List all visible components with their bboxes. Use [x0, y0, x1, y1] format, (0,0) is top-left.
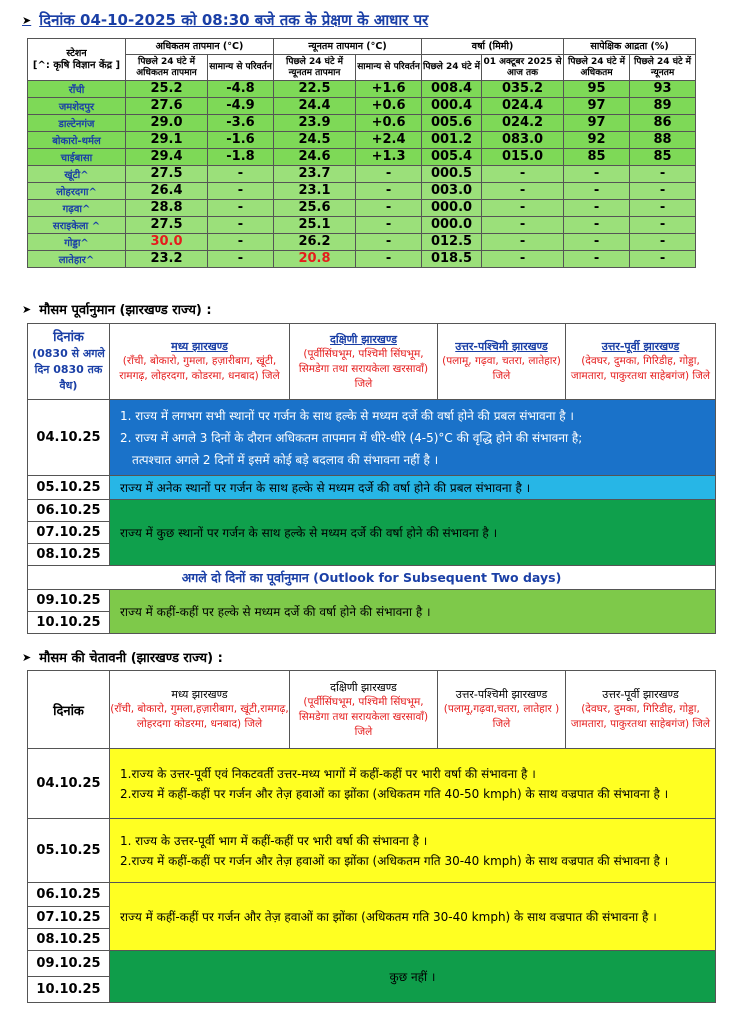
station-value: 22.5 — [274, 81, 356, 98]
station-row — [28, 115, 696, 132]
station-header: स्टेशन [^: कृषि विज्ञान केंद्र ] — [28, 39, 126, 81]
station-value: - — [482, 166, 564, 183]
sub-max-departure: सामान्य से परिवर्तन — [208, 55, 274, 81]
sub-max: पिछले 24 घंटे में अधिकतम तापमान — [126, 55, 208, 81]
warning-date-5: 08.10.25 — [28, 929, 110, 951]
station-value: - — [482, 234, 564, 251]
station-value: 97 — [564, 98, 630, 115]
station-value: +1.6 — [356, 81, 422, 98]
station-value: 001.2 — [422, 132, 482, 149]
station-value: 000.4 — [422, 98, 482, 115]
station-value: - — [482, 183, 564, 200]
warning-text-2: 1. राज्य के उत्तर-पूर्वी भाग में कहीं-कहीं पर भारी वर्षा की संभावना है । 2.राज्य में कहीं-कहीं पर गर्जन और तेज़ हवाओं का झोंका (अधिकतम गति 30-40 kmph) के साथ वज्रपात की संभावना है । — [110, 819, 716, 883]
station-name: खूंटी^ — [28, 166, 126, 183]
station-row — [28, 200, 696, 217]
station-row — [28, 98, 696, 115]
observation-table — [27, 38, 696, 268]
station-value: -1.6 — [208, 132, 274, 149]
station-value: 93 — [630, 81, 696, 98]
station-value: 30.0 — [126, 234, 208, 251]
station-value: 24.5 — [274, 132, 356, 149]
station-value: 23.2 — [126, 251, 208, 268]
station-value: 012.5 — [422, 234, 482, 251]
station-value: 015.0 — [482, 149, 564, 166]
forecast-date-5: 08.10.25 — [28, 544, 110, 566]
warning-table — [27, 670, 716, 1003]
forecast-date-7: 10.10.25 — [28, 612, 110, 634]
station-value: - — [564, 166, 630, 183]
station-value: 23.1 — [274, 183, 356, 200]
station-value: - — [208, 251, 274, 268]
station-name: राँची — [28, 81, 126, 98]
warning-text-345: राज्य में कहीं-कहीं पर गर्जन और तेज़ हवाओं का झोंका (अधिकतम गति 30-40 kmph) के साथ वज्रपात की संभावना है । — [110, 883, 716, 951]
station-name: डाल्टेनगंज — [28, 115, 126, 132]
station-name: जमशेदपुर — [28, 98, 126, 115]
station-value: 20.8 — [274, 251, 356, 268]
forecast-date-header: दिनांक (0830 से अगले दिन 0830 तक वैध) — [28, 324, 110, 400]
station-name: सराइकेला ^ — [28, 217, 126, 234]
station-value: 97 — [564, 115, 630, 132]
station-value: - — [356, 234, 422, 251]
station-value: -3.6 — [208, 115, 274, 132]
forecast-region-northeast: उत्तर-पूर्वी झारखण्ड (देवघर, दुमका, गिरिडीह, गोड्डा, जामतारा, पाकुरतथा साहेबगंज) जिले — [566, 324, 716, 400]
sub-min-departure: सामान्य से परिवर्तन — [356, 55, 422, 81]
sub-min: पिछले 24 घंटे में न्यूनतम तापमान — [274, 55, 356, 81]
forecast-date-1: 04.10.25 — [28, 400, 110, 476]
min-temp-header: न्यूनतम तापमान (°C) — [274, 39, 422, 55]
station-value: 28.8 — [126, 200, 208, 217]
station-value: 27.5 — [126, 217, 208, 234]
station-value: 85 — [564, 149, 630, 166]
station-value: - — [630, 183, 696, 200]
warning-region-northeast: उत्तर-पूर्वी झारखण्ड (देवघर, दुमका, गिरिडीह, गोड्डा, जामतारा, पाकुरतथा साहेबगंज) जिले — [566, 671, 716, 749]
station-value: - — [630, 217, 696, 234]
station-row — [28, 217, 696, 234]
forecast-table — [27, 323, 716, 634]
forecast-text-345: राज्य में कुछ स्थानों पर गर्जन के साथ हल्के से मध्यम दर्जे की वर्षा होने की संभावना है । — [110, 500, 716, 566]
station-value: - — [356, 200, 422, 217]
station-name: लातेहार^ — [28, 251, 126, 268]
warning-date-1: 04.10.25 — [28, 749, 110, 819]
station-row — [28, 251, 696, 268]
station-value: +0.6 — [356, 98, 422, 115]
forecast-text-67: राज्य में कहीं-कहीं पर हल्के से मध्यम दर्जे की वर्षा होने की संभावना है । — [110, 590, 716, 634]
forecast-heading — [22, 300, 212, 318]
station-value: 29.1 — [126, 132, 208, 149]
sub-rh-min: पिछले 24 घंटे में न्यूनतम — [630, 55, 696, 81]
station-value: - — [482, 200, 564, 217]
warning-region-central: मध्य झारखण्ड (राँची, बोकारो, गुमला,हज़ारीबाग, खूंटी,रामगढ़, लोहरदगा कोडरमा, धनबाद) जिले — [110, 671, 290, 749]
warning-date-4: 07.10.25 — [28, 907, 110, 929]
station-value: 88 — [630, 132, 696, 149]
station-value: 000.5 — [422, 166, 482, 183]
station-value: 000.0 — [422, 200, 482, 217]
warning-heading — [22, 648, 223, 666]
station-value: - — [630, 200, 696, 217]
station-value: - — [630, 251, 696, 268]
station-value: - — [564, 200, 630, 217]
station-value: +2.4 — [356, 132, 422, 149]
observation-rows — [28, 81, 696, 268]
station-value: -1.8 — [208, 149, 274, 166]
station-row — [28, 149, 696, 166]
warning-date-3: 06.10.25 — [28, 883, 110, 907]
station-value: 005.6 — [422, 115, 482, 132]
sub-rh-max: पिछले 24 घंटे में अधिकतम — [564, 55, 630, 81]
forecast-heading-text: मौसम पूर्वानुमान (झारखण्ड राज्य) : — [39, 303, 212, 318]
station-row — [28, 81, 696, 98]
station-value: - — [630, 166, 696, 183]
station-value: 29.4 — [126, 149, 208, 166]
station-value: 26.2 — [274, 234, 356, 251]
station-row — [28, 166, 696, 183]
forecast-region-south: दक्षिणी झारखण्ड (पूर्वीसिंघभूम, पश्चिमी सिंघभूम, सिमडेगा तथा सरायकेला खरसावाँ) जिले — [290, 324, 438, 400]
station-value: - — [208, 217, 274, 234]
station-value: 23.7 — [274, 166, 356, 183]
station-value: 86 — [630, 115, 696, 132]
station-value: - — [564, 183, 630, 200]
observation-heading — [22, 10, 428, 30]
station-name: बोकारो-थर्मल — [28, 132, 126, 149]
station-value: 083.0 — [482, 132, 564, 149]
station-row — [28, 234, 696, 251]
station-name: गोड्डा^ — [28, 234, 126, 251]
station-value: - — [564, 217, 630, 234]
sub-rain-since: 01 अक्टूबर 2025 से आज तक — [482, 55, 564, 81]
warning-region-northwest: उत्तर-पश्चिमी झारखण्ड (पलामू,गढ़वा,चतरा, लातेहार ) जिले — [438, 671, 566, 749]
warning-region-south: दक्षिणी झारखण्ड (पूर्वीसिंघभूम, पश्चिमी सिंघभूम, सिमडेगा तथा सरायकेला खरसावाँ) जिले — [290, 671, 438, 749]
station-value: - — [564, 251, 630, 268]
station-value: 85 — [630, 149, 696, 166]
station-name: चाईबासा — [28, 149, 126, 166]
station-value: - — [208, 234, 274, 251]
station-value: - — [208, 183, 274, 200]
station-value: 92 — [564, 132, 630, 149]
outlook-header: अगले दो दिनों का पूर्वानुमान (Outlook for Subsequent Two days) — [28, 566, 716, 590]
station-value: 000.0 — [422, 217, 482, 234]
station-value: -4.9 — [208, 98, 274, 115]
station-value: +0.6 — [356, 115, 422, 132]
station-value: 24.6 — [274, 149, 356, 166]
arrow-icon: ➤ — [22, 650, 32, 664]
warning-date-6: 09.10.25 — [28, 951, 110, 977]
station-value: 005.4 — [422, 149, 482, 166]
station-value: -4.8 — [208, 81, 274, 98]
station-value: 89 — [630, 98, 696, 115]
station-value: 25.2 — [126, 81, 208, 98]
station-row — [28, 132, 696, 149]
forecast-date-6: 09.10.25 — [28, 590, 110, 612]
station-value: - — [564, 234, 630, 251]
warning-text-67: कुछ नहीं । — [110, 951, 716, 1003]
station-name: गढ़वा^ — [28, 200, 126, 217]
station-value: 018.5 — [422, 251, 482, 268]
arrow-icon: ➤ — [22, 13, 32, 27]
forecast-text-1: 1. राज्य में लगभग सभी स्थानों पर गर्जन के साथ हल्के से मध्यम दर्जे की वर्षा होने की प्रबल संभावना है । 2. राज्य में अगले 3 दिनों के दौरान अधिकतम तापमान में धीरे-धीरे (4-5)°C की वृद्धि होने की संभावना है; तत्पश्चात अगले 2 दिनों में इसमें कोई बड़े बदलाव की संभावना नहीं है । — [110, 400, 716, 476]
station-value: 024.2 — [482, 115, 564, 132]
station-value: 25.1 — [274, 217, 356, 234]
station-name: लोहरदगा^ — [28, 183, 126, 200]
station-value: - — [356, 217, 422, 234]
forecast-region-central: मध्य झारखण्ड (राँची, बोकारो, गुमला, हज़ारीबाग, खूंटी, रामगढ़, लोहरदगा, कोडरमा, धनबाद) जिले — [110, 324, 290, 400]
warning-date-2: 05.10.25 — [28, 819, 110, 883]
max-temp-header: अधिकतम तापमान (°C) — [126, 39, 274, 55]
station-value: 23.9 — [274, 115, 356, 132]
station-value: - — [630, 234, 696, 251]
humidity-header: सापेक्षिक आद्रता (%) — [564, 39, 696, 55]
station-value: 003.0 — [422, 183, 482, 200]
observation-heading-text: दिनांक 04-10-2025 को 08:30 बजे तक के प्रेक्षण के आधार पर — [39, 11, 429, 29]
station-value: - — [208, 200, 274, 217]
rainfall-header: वर्षा (मिमी) — [422, 39, 564, 55]
station-value: 25.6 — [274, 200, 356, 217]
station-value: - — [356, 166, 422, 183]
station-value: 035.2 — [482, 81, 564, 98]
station-value: - — [208, 166, 274, 183]
station-value: - — [482, 251, 564, 268]
forecast-date-3: 06.10.25 — [28, 500, 110, 522]
forecast-date-4: 07.10.25 — [28, 522, 110, 544]
station-value: 008.4 — [422, 81, 482, 98]
station-value: 29.0 — [126, 115, 208, 132]
station-value: 024.4 — [482, 98, 564, 115]
station-value: 24.4 — [274, 98, 356, 115]
forecast-date-2: 05.10.25 — [28, 476, 110, 500]
station-value: 26.4 — [126, 183, 208, 200]
warning-date-7: 10.10.25 — [28, 977, 110, 1003]
station-value: +1.3 — [356, 149, 422, 166]
arrow-icon: ➤ — [22, 302, 32, 316]
forecast-text-2: राज्य में अनेक स्थानों पर गर्जन के साथ हल्के से मध्यम दर्जे की वर्षा होने की प्रबल संभावना है । — [110, 476, 716, 500]
station-value: 27.5 — [126, 166, 208, 183]
station-value: 95 — [564, 81, 630, 98]
warning-text-1: 1.राज्य के उत्तर-पूर्वी एवं निकटवर्ती उत्तर-मध्य भागों में कहीं-कहीं पर भारी वर्षा की संभावना है । 2.राज्य में कहीं-कहीं पर गर्जन और तेज़ हवाओं का झोंका (अधिकतम गति 40-50 kmph) के साथ वज्रपात की संभावना है । — [110, 749, 716, 819]
warning-heading-text: मौसम की चेतावनी (झारखण्ड राज्य) : — [39, 651, 223, 666]
station-value: - — [356, 251, 422, 268]
station-row — [28, 183, 696, 200]
sub-rain-24: पिछले 24 घंटे में — [422, 55, 482, 81]
station-value: - — [356, 183, 422, 200]
station-value: 27.6 — [126, 98, 208, 115]
forecast-region-northwest: उत्तर-पश्चिमी झारखण्ड (पलामू, गढ़वा, चतरा, लातेहार) जिले — [438, 324, 566, 400]
warning-date-header: दिनांक — [28, 671, 110, 749]
station-value: - — [482, 217, 564, 234]
